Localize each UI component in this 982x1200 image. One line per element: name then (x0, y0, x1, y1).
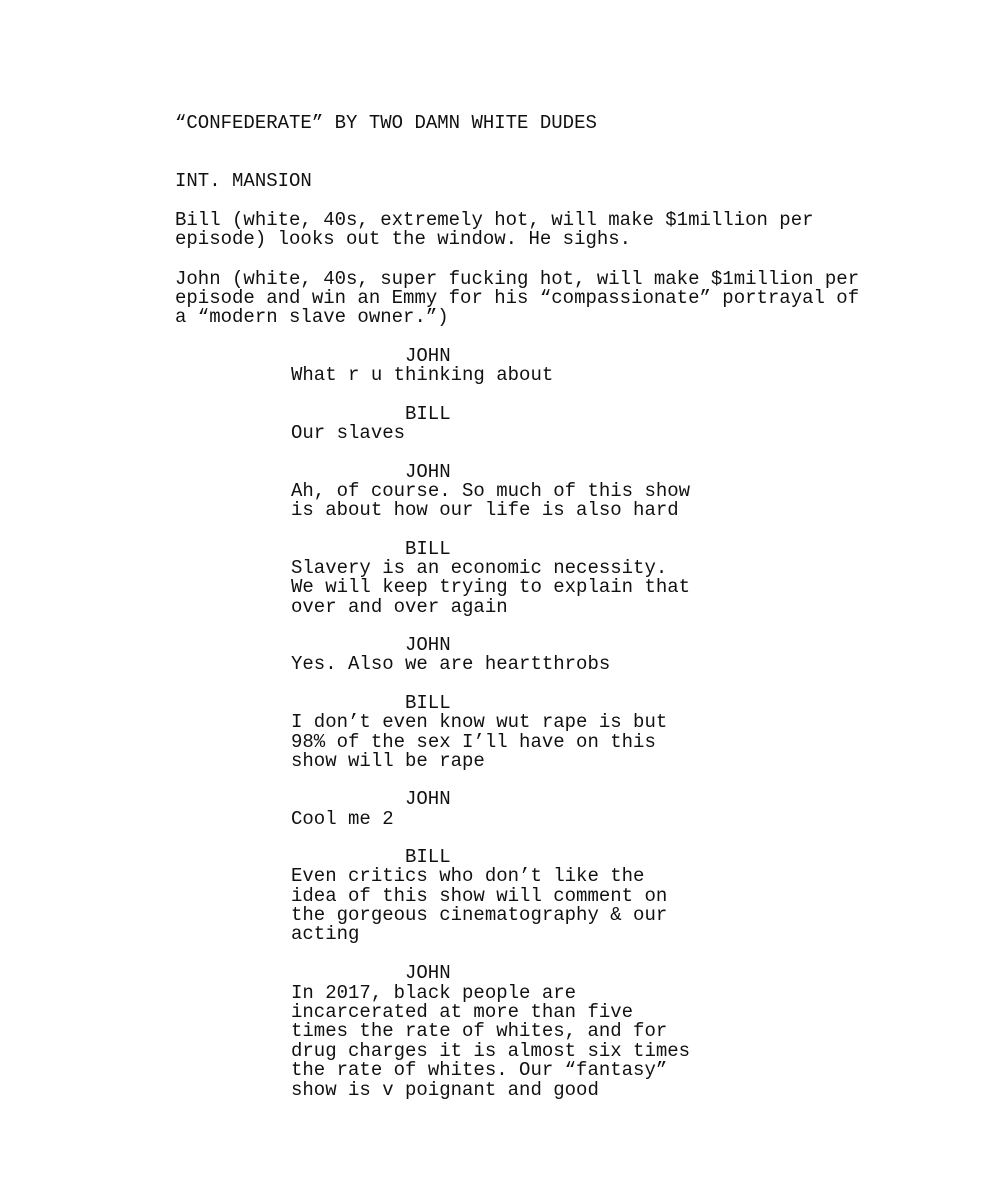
dialogue-line: Ah, of course. So much of this show (291, 480, 691, 502)
dialogue-line: the gorgeous cinematography & our (291, 904, 668, 926)
dialogue-line: show will be rape (291, 750, 485, 772)
dialogue-line: Our slaves (291, 422, 406, 444)
character-name: JOHN (405, 634, 451, 656)
dialogue-line: idea of this show will comment on (291, 885, 668, 907)
character-name: JOHN (405, 345, 451, 367)
dialogue-line: We will keep trying to explain that (291, 576, 691, 598)
dialogue-line: Even critics who don’t like the (291, 865, 645, 887)
scene-heading: INT. MANSION (175, 170, 312, 192)
character-name: BILL (405, 538, 451, 560)
action-line: episode and win an Emmy for his “compassionate” portrayal of (175, 287, 860, 309)
action-line: Bill (white, 40s, extremely hot, will make $1million per (175, 209, 814, 231)
dialogue-line: acting (291, 923, 360, 945)
dialogue-line: In 2017, black people are (291, 982, 577, 1004)
dialogue-line: 98% of the sex I’ll have on this (291, 731, 656, 753)
dialogue-line: is about how our life is also hard (291, 499, 679, 521)
dialogue-line: the rate of whites. Our “fantasy” (291, 1059, 668, 1081)
dialogue-line: incarcerated at more than five (291, 1001, 634, 1023)
dialogue-line: Cool me 2 (291, 808, 394, 830)
dialogue-line: I don’t even know wut rape is but (291, 711, 668, 733)
dialogue-line: drug charges it is almost six times (291, 1040, 691, 1062)
action-line: episode) looks out the window. He sighs. (175, 228, 632, 250)
dialogue-line: What r u thinking about (291, 364, 554, 386)
character-name: BILL (405, 403, 451, 425)
dialogue-line: Slavery is an economic necessity. (291, 557, 668, 579)
script-title: “CONFEDERATE” BY TWO DAMN WHITE DUDES (175, 112, 597, 134)
character-name: JOHN (405, 461, 451, 483)
dialogue-line: times the rate of whites, and for (291, 1020, 668, 1042)
dialogue-line: show is v poignant and good (291, 1079, 599, 1101)
character-name: JOHN (405, 962, 451, 984)
dialogue-line: Yes. Also we are heartthrobs (291, 653, 611, 675)
character-name: BILL (405, 692, 451, 714)
character-name: BILL (405, 846, 451, 868)
action-line: a “modern slave owner.”) (175, 306, 449, 328)
dialogue-line: over and over again (291, 596, 508, 618)
action-line: John (white, 40s, super fucking hot, will make $1million per (175, 268, 860, 290)
character-name: JOHN (405, 788, 451, 810)
